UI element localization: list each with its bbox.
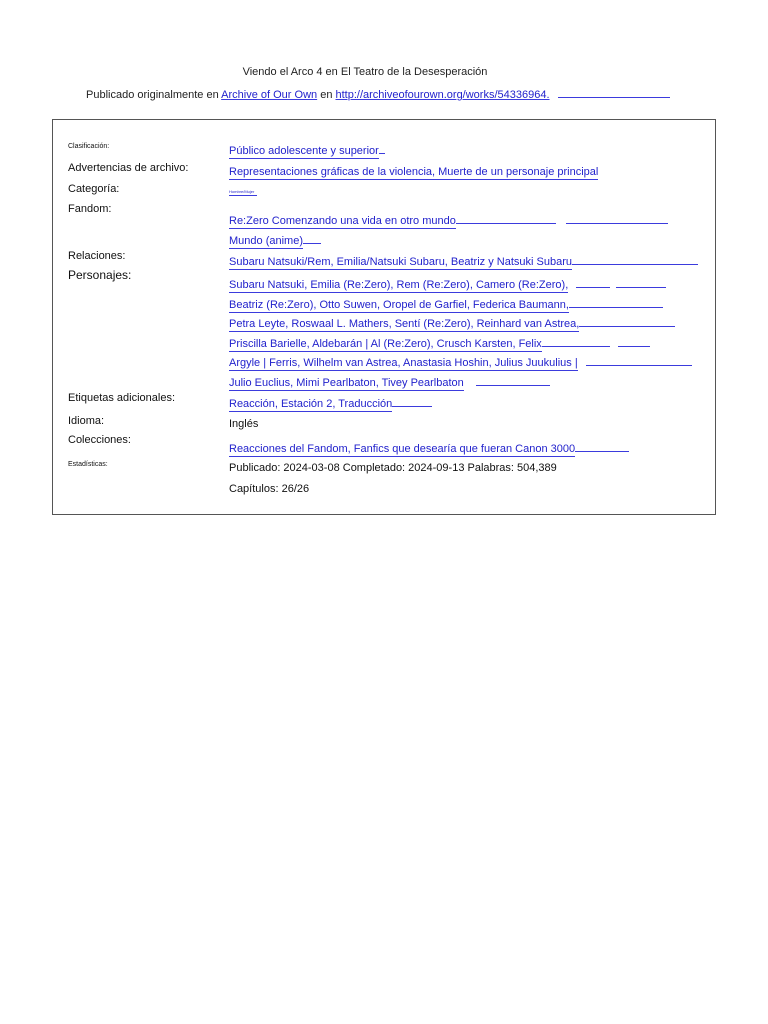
language-value: Inglés: [229, 418, 259, 430]
fandom-pad-2: [566, 212, 668, 224]
category-label: Categoría:: [68, 183, 120, 195]
relationships-link[interactable]: Subaru Natsuki/Rem, Emilia/Natsuki Subaru, Beatriz y Natsuki Subaru: [229, 256, 572, 268]
collections-pad: [575, 440, 629, 452]
relationships-label: Relaciones:: [68, 250, 126, 262]
metadata-box: [52, 119, 716, 515]
work-url-link[interactable]: http://archiveofourown.org/works/54336964.: [335, 89, 550, 101]
characters-link-5[interactable]: Argyle | Ferris, Wilhelm van Astrea, Anastasia Hoshin, Julius Juukulius |: [229, 357, 578, 369]
characters-pad-1b: [616, 276, 666, 288]
published-middle: en: [317, 89, 336, 101]
characters-pad-4: [542, 335, 610, 347]
chapters-value: Capítulos: 26/26: [229, 483, 310, 495]
published-line: [86, 87, 670, 101]
characters-pad-4b: [618, 335, 650, 347]
characters-link-3[interactable]: Petra Leyte, Roswaal L. Mathers, Sentí (Re:Zero), Reinhard van Astrea,: [229, 318, 580, 330]
rating-link[interactable]: Público adolescente y superior: [229, 145, 379, 157]
characters-link-1[interactable]: Subaru Natsuki, Emilia (Re:Zero), Rem (Re:Zero), Camero (Re:Zero),: [229, 279, 569, 291]
work-title: Viendo el Arco 4 en El Teatro de la Desesperación: [242, 66, 488, 78]
characters-pad-3: [579, 315, 675, 327]
characters-link-6[interactable]: Julio Euclius, Mimi Pearlbaton, Tivey Pearlbaton: [229, 377, 464, 389]
warnings-link[interactable]: Representaciones gráficas de la violencia, Muerte de un personaje principal: [229, 166, 599, 178]
warnings-label: Advertencias de archivo:: [68, 162, 189, 174]
fandom-label: Fandom:: [68, 203, 112, 215]
characters-label: Personajes:: [68, 268, 132, 282]
tags-link[interactable]: Reacción, Estación 2, Traducción: [229, 398, 393, 410]
characters-pad-5: [586, 354, 692, 366]
characters-link-4[interactable]: Priscilla Barielle, Aldebarán | Al (Re:Zero), Crusch Karsten, Felix: [229, 338, 542, 350]
rating-label: Clasificación:: [68, 143, 110, 150]
characters-link-2[interactable]: Beatriz (Re:Zero), Otto Suwen, Oropel de Garfiel, Federica Baumann,: [229, 299, 569, 311]
rating-pad: [379, 142, 385, 154]
fandom-link-1[interactable]: Re:Zero Comenzando una vida en otro mundo: [229, 215, 456, 227]
category-link[interactable]: Hombre/Mujer: [229, 189, 257, 196]
characters-pad-6: [476, 374, 550, 386]
stats-value: Publicado: 2024-03-08 Completado: 2024-09-13 Palabras: 504,389: [229, 462, 557, 474]
relationships-pad: [572, 253, 698, 265]
tags-pad: [392, 395, 432, 407]
fandom-link-2[interactable]: Mundo (anime): [229, 235, 303, 247]
fandom-pad-1: [456, 212, 556, 224]
tags-label: Etiquetas adicionales:: [68, 392, 176, 404]
collections-link[interactable]: Reacciones del Fandom, Fanfics que desearía que fueran Canon 3000: [229, 443, 576, 455]
characters-pad-1: [576, 276, 610, 288]
archive-link[interactable]: Archive of Our Own: [221, 89, 318, 101]
language-label: Idioma:: [68, 415, 105, 427]
characters-pad-2: [569, 296, 663, 308]
stats-label: Estadísticas:: [68, 461, 108, 468]
fandom-pad-3: [303, 232, 321, 244]
url-underline-blank: [558, 87, 670, 98]
published-prefix: Publicado originalmente en: [86, 89, 222, 101]
collections-label: Colecciones:: [68, 434, 131, 446]
